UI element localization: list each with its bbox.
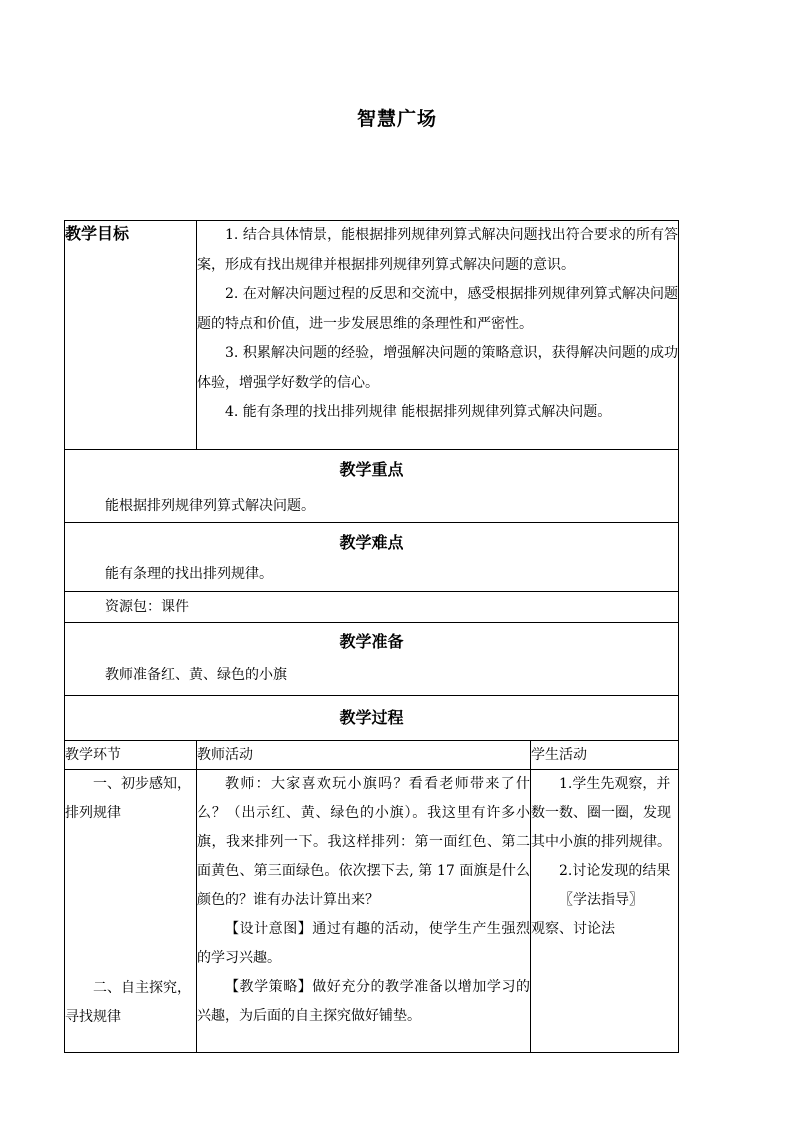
process-content-row: [65, 770, 679, 1053]
preparation-row: [65, 623, 679, 696]
column-header-stage: 教学环节: [65, 741, 197, 770]
key-point-heading-row: [65, 450, 679, 523]
lesson-plan-table: [64, 220, 679, 1053]
goal-item: 1. 结合具体情景，能根据排列规律列算式解决问题找出符合要求的所有答案，形成有找出规律并根据排列规律列算式解决问题的意识。: [197, 227, 678, 273]
key-point-text: 能根据排列规律列算式解决问题。: [105, 498, 315, 514]
stage-2: 二、自主探究，寻找规律: [65, 980, 191, 1025]
goal-item: 3. 积累解决问题的经验，增强解决问题的策略意识，获得解决问题的成功体验，增强学好数学的信心。: [197, 345, 678, 391]
resources-text: 资源包：课件: [105, 599, 189, 615]
goals-label: 教学目标: [65, 221, 197, 450]
goal-item: 2. 在对解决问题过程的反思和交流中，感受根据排列规律列算式解决问题题的特点和价值，进一步发展思维的条理性和严密性。: [197, 286, 678, 332]
difficulty-row: [65, 523, 679, 592]
student-activity-text: 1.学生先观察，并数一数、圈一圈，发现其中小旗的排列规律。: [531, 776, 671, 850]
teacher-activity-cell: [197, 770, 531, 1053]
teacher-activity-text: 教师：大家喜欢玩小旗吗？看看老师带来了什么？（出示红、黄、绿色的小旗）。我这里有许多小旗，我来排列一下。我这样排列：第一面红色、第二面黄色、第三面绿色。依次摆下去, 第 17 面旗是什么颜色的？谁有办法计算出来？: [197, 776, 530, 908]
resources-row: [65, 592, 679, 623]
goals-content: [197, 221, 679, 450]
stage-cell: [65, 770, 197, 1053]
stage-1: 一、初步感知，排列规律: [65, 776, 191, 821]
study-guide-label: 〖学法指导〗: [559, 892, 643, 908]
student-activity-text: 2.讨论发现的结果: [559, 863, 671, 879]
goals-row: [65, 221, 679, 450]
difficulty-text: 能有条理的找出排列规律。: [105, 566, 273, 582]
process-heading: 教学过程: [339, 708, 404, 727]
column-header-teacher: 教师活动: [197, 741, 531, 770]
preparation-heading: 教学准备: [339, 632, 404, 651]
process-heading-row: [65, 696, 679, 741]
key-point-heading: 教学重点: [339, 460, 404, 479]
teaching-strategy-text: 【教学策略】做好充分的教学准备以增加学习的兴趣，为后面的自主探究做好铺垫。: [197, 979, 530, 1024]
process-column-headers: [65, 741, 679, 770]
column-header-student: 学生活动: [531, 741, 679, 770]
preparation-text: 教师准备红、黄、绿色的小旗: [105, 667, 287, 683]
goal-item: 4. 能有条理的找出排列规律 能根据排列规律列算式解决问题。: [225, 404, 612, 420]
study-guide-text: 观察、讨论法: [531, 921, 615, 937]
design-intent-text: 【设计意图】通过有趣的活动，使学生产生强烈的学习兴趣。: [197, 921, 530, 966]
difficulty-heading: 教学难点: [339, 533, 404, 552]
page-title: 智慧广场: [356, 108, 437, 130]
student-activity-cell: [531, 770, 679, 1053]
